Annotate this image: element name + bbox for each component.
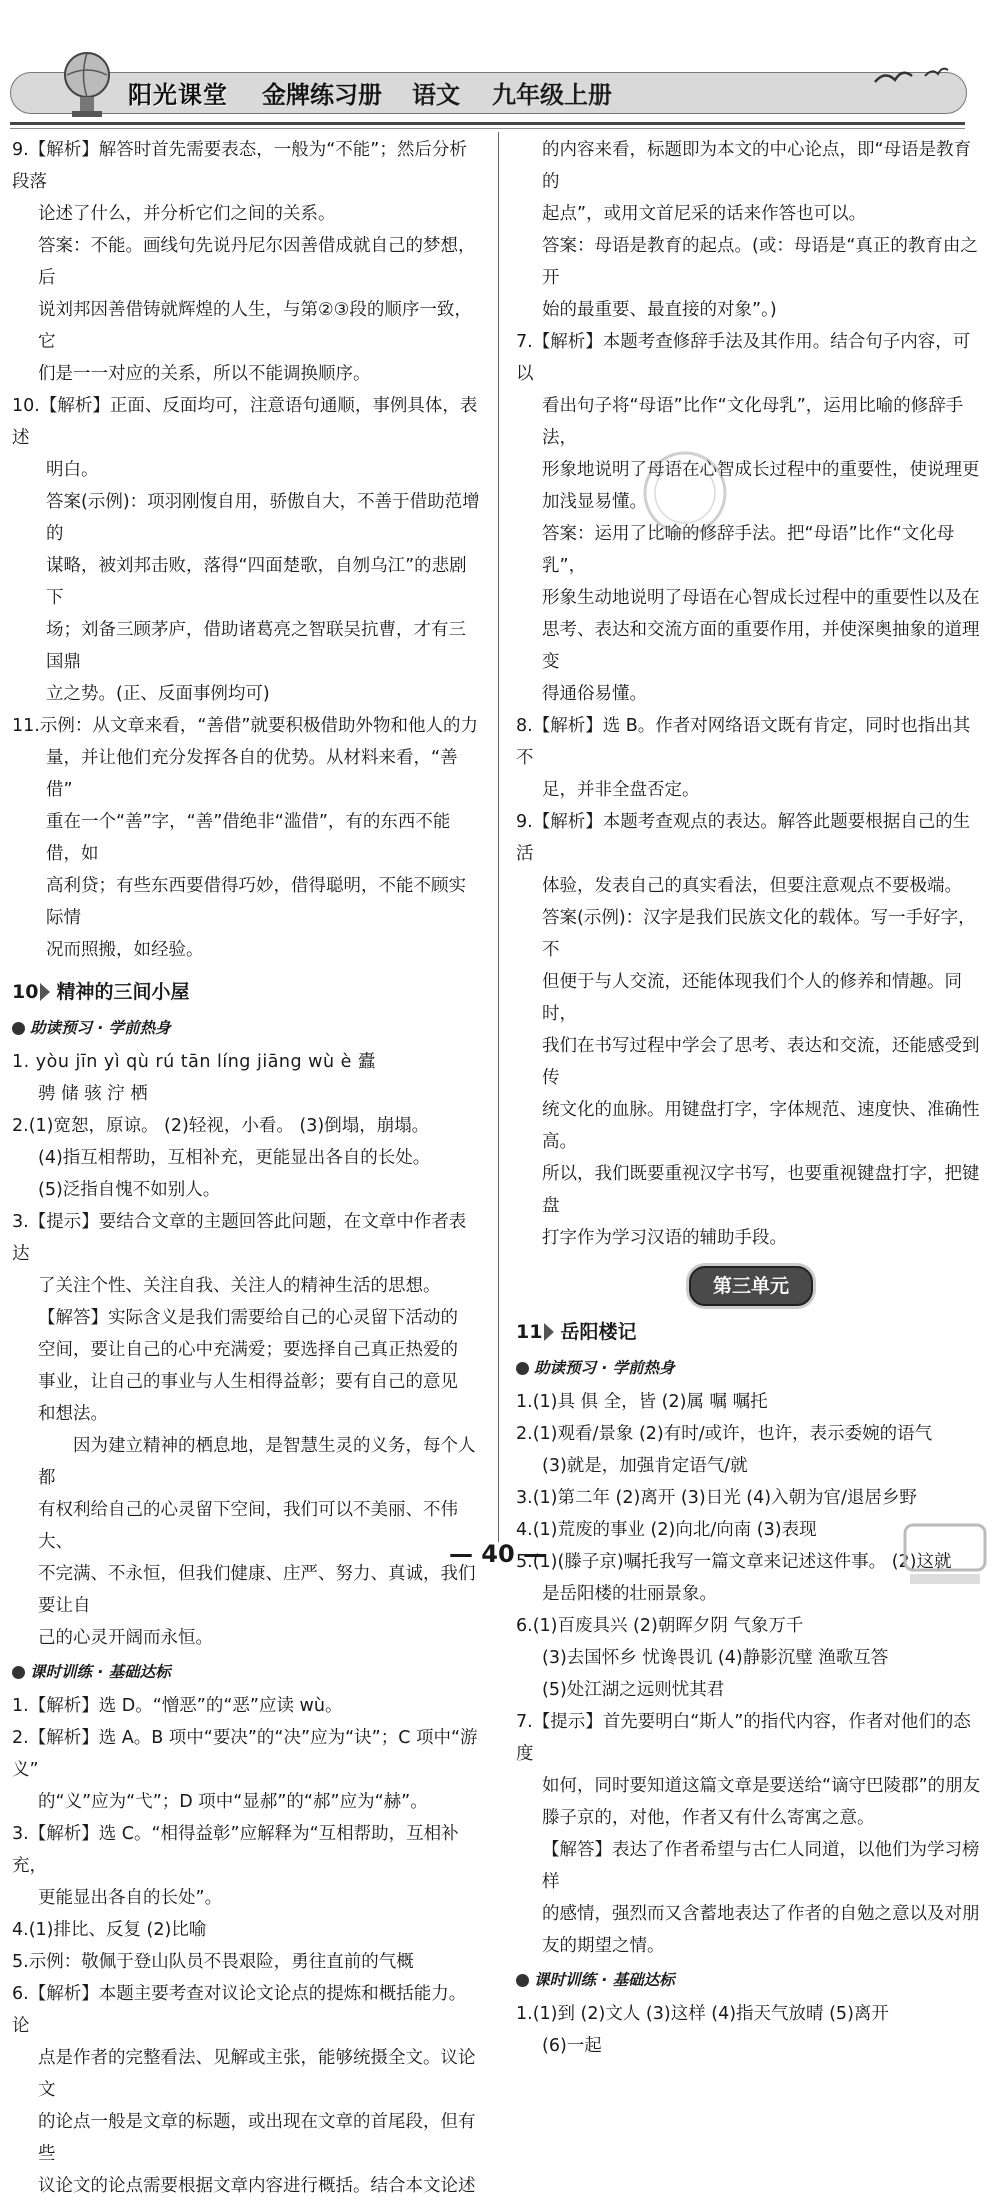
text-line: 我们在书写过程中学会了思考、表达和交流，还能感受到传	[542, 1036, 980, 1088]
text-line: 滕子京的，对他，作者又有什么寄寓之意。	[542, 1808, 875, 1828]
bullet-icon	[12, 1022, 25, 1035]
text-line: 谋略，被刘邦击败，落得“四面楚歌，自刎乌江”的悲剧下	[46, 556, 467, 608]
text-line: (5)泛指自愧不如别人。	[38, 1180, 221, 1200]
text-line: 量，并让他们充分发挥各自的优势。从材料来看，“善借”	[46, 748, 458, 800]
text-line: 的“义”应为“弋”；D 项中“显郝”的“郝”应为“赫”。	[38, 1792, 428, 1812]
lesson-10-title	[12, 976, 482, 1008]
text-line: 6.【解析】本题主要考查对议论文论点的提炼和概括能力。论	[12, 1984, 467, 2036]
text-line: 了关注个性、关注自我、关注人的精神生活的思想。	[38, 1276, 441, 1296]
text-line: 的内容来看，标题即为本文的中心论点，即“母语是教育的	[542, 140, 972, 192]
text-line: 3.(1)第二年 (2)离开 (3)日光 (4)入朝为官/退居乡野	[516, 1488, 917, 1508]
text-line: 4.(1)排比、反复 (2)比喻	[12, 1920, 207, 1940]
header-rule-thin	[10, 128, 965, 129]
text-line: 论述了什么，并分析它们之间的关系。	[38, 204, 336, 224]
text-line: 思考、表达和交流方面的重要作用，并使深奥抽象的道理变	[542, 620, 980, 672]
text-line: 和想法。	[38, 1404, 108, 1424]
text-line: 11.示例：从文章来看，“善借”就要积极借助外物和他人的力	[12, 716, 478, 736]
text-line: 【解答】表达了作者希望与古仁人同道，以他们为学习榜样	[542, 1840, 980, 1892]
text-line: 答案(示例)：项羽刚愎自用，骄傲自大，不善于借助范增的	[46, 492, 480, 544]
text-line: 8.【解析】选 B。作者对网络语文既有肯定，同时也指出其不	[516, 716, 971, 768]
text-line: 骋 储 骇 泞 栖	[38, 1084, 148, 1104]
text-line: 重在一个“善”字，“善”借绝非“滥借”，有的东西不能借，如	[46, 812, 451, 864]
watermark-logo-icon	[900, 1520, 990, 1590]
unit-banner	[516, 1266, 986, 1306]
header-rule	[10, 122, 965, 125]
text-line: 看出句子将“母语”比作“文化母乳”，运用比喻的修辞手法，	[542, 396, 964, 448]
text-line: 形象地说明了母语在心智成长过程中的重要性，使说理更	[542, 460, 980, 480]
text-line: 议论文的论点需要根据文章内容进行概括。结合本文论述	[38, 2176, 476, 2196]
text-line: (4)指互相帮助，互相补充，更能显出各自的长处。	[38, 1148, 431, 1168]
text-line: 6.(1)百废具兴 (2)朝晖夕阴 气象万千	[516, 1616, 804, 1636]
text-line: 7.【提示】首先要明白“斯人”的指代内容，作者对他们的态度	[516, 1712, 971, 1764]
text-line: 的论点一般是文章的标题，或出现在文章的首尾段，但有些	[38, 2112, 476, 2164]
text-line: 9.【解析】本题考查观点的表达。解答此题要根据自己的生活	[516, 812, 971, 864]
text-line: 的感情，强烈而又含蓄地表达了作者的自勉之意以及对朋	[542, 1904, 980, 1924]
text-line: 己的心灵开阔而永恒。	[38, 1628, 213, 1648]
page-number: — 40 —	[448, 1540, 548, 1568]
subheading-preview	[12, 1012, 482, 1044]
text-line: (3)就是，加强肯定语气/就	[542, 1456, 748, 1476]
text-line: 9.【解析】解答时首先需要表态，一般为“不能”；然后分析段落	[12, 140, 467, 192]
text-line: 高利贷；有些东西要借得巧妙，借得聪明，不能不顾实际情	[46, 876, 466, 928]
text-line: 5.(1)(滕子京)嘱托我写一篇文章来记述这件事。 (2)这就	[516, 1552, 952, 1572]
text-line: 得通俗易懂。	[542, 684, 647, 704]
right-column	[516, 134, 986, 2062]
text-line: 加浅显易懂。	[542, 492, 647, 512]
training-answers	[12, 1690, 482, 2202]
text-line: 2.【解析】选 A。B 项中“要决”的“决”应为“诀”；C 项中“游义”	[12, 1728, 478, 1780]
lesson-number: 11	[516, 1321, 543, 1343]
header-series: 金牌练习册	[262, 81, 382, 109]
text-line: 起点”，或用文首尼采的话来作答也可以。	[542, 204, 867, 224]
arrow-icon	[544, 1323, 554, 1341]
subheading-text: 助读预习 · 学前热身	[534, 1359, 675, 1377]
text-line: 体验，发表自己的真实看法，但要注意观点不要极端。	[542, 876, 962, 896]
text-line: 答案(示例)：汉字是我们民族文化的载体。写一手好字，不	[542, 908, 976, 960]
globe-logo-icon	[52, 45, 122, 120]
text-line: 7.【解析】本题考查修辞手法及其作用。结合句子内容，可以	[516, 332, 971, 384]
text-line: 们是一一对应的关系，所以不能调换顺序。	[38, 364, 371, 384]
header-subject: 语文	[412, 81, 460, 109]
text-line: 更能显出各自的长处”。	[38, 1888, 223, 1908]
left-column	[12, 134, 482, 2202]
text-line: (5)处江湖之远则忧其君	[542, 1680, 725, 1700]
header-brand: 阳光课堂	[128, 81, 228, 109]
training-answers	[516, 1998, 986, 2062]
text-line: 说刘邦因善借铸就辉煌的人生，与第②③段的顺序一致，它	[38, 300, 472, 352]
text-line: 有权利给自己的心灵留下空间，我们可以不美丽、不伟大、	[38, 1500, 458, 1552]
text-line: 况而照搬，如经验。	[46, 940, 204, 960]
text-line: 3.【提示】要结合文章的主题回答此问题，在文章中作者表达	[12, 1212, 467, 1264]
bullet-icon	[516, 1974, 529, 1987]
text-line: 立之势。(正、反面事例均可)	[46, 684, 270, 704]
text-line: 点是作者的完整看法、见解或主张，能够统摄全文。议论文	[38, 2048, 476, 2100]
text-line: 打字作为学习汉语的辅助手段。	[542, 1228, 787, 1248]
subheading-preview	[516, 1352, 986, 1384]
preview-answers	[516, 1386, 986, 1962]
text-line: 10.【解析】正面、反面均可，注意语句通顺，事例具体，表述	[12, 396, 478, 448]
text-line: 友的期望之情。	[542, 1936, 665, 1956]
text-line: 1.【解析】选 D。“憎恶”的“恶”应读 wù。	[12, 1696, 343, 1716]
answers-continued	[516, 134, 986, 1254]
text-line: 答案：不能。画线句先说丹尼尔因善借成就自己的梦想，后	[38, 236, 476, 288]
subheading-text: 课时训练 · 基础达标	[30, 1663, 171, 1681]
lesson-11-title	[516, 1316, 986, 1348]
text-line: 2.(1)观看/景象 (2)有时/或许，也许，表示委婉的语气	[516, 1424, 933, 1444]
subheading-training	[12, 1656, 482, 1688]
text-line: 1.(1)到 (2)文人 (3)这样 (4)指天气放晴 (5)离开	[516, 2004, 889, 2024]
text-line: 3.【解析】选 C。“相得益彰”应解释为“互相帮助，互相补充，	[12, 1824, 459, 1876]
header-grade: 九年级上册	[492, 81, 612, 109]
answers-section-9-11	[12, 134, 482, 966]
text-line: 但便于与人交流，还能体现我们个人的修养和情趣。同时，	[542, 972, 962, 1024]
bullet-icon	[516, 1362, 529, 1375]
text-line: 2.(1)宽恕，原谅。 (2)轻视，小看。 (3)倒塌，崩塌。	[12, 1116, 430, 1136]
column-divider	[498, 132, 499, 1542]
text-line: 1.(1)具 俱 全，皆 (2)属 嘱 嘱托	[516, 1392, 768, 1412]
text-line: 足，并非全盘否定。	[542, 780, 700, 800]
text-line: 是岳阳楼的壮丽景象。	[542, 1584, 717, 1604]
bullet-icon	[12, 1666, 25, 1679]
unit-label: 第三单元	[689, 1266, 813, 1306]
text-line: 所以，我们既要重视汉字书写，也要重视键盘打字，把键盘	[542, 1164, 980, 1216]
text-line: 始的最重要、最直接的对象”。)	[542, 300, 777, 320]
text-line: 空间，要让自己的心中充满爱；要选择自己真正热爱的	[38, 1340, 458, 1360]
text-line: (6)一起	[542, 2036, 602, 2056]
lesson-title: 岳阳楼记	[560, 1321, 637, 1343]
stamp-icon	[640, 448, 730, 538]
arrow-icon	[40, 983, 50, 1001]
text-line: 【解答】实际含义是我们需要给自己的心灵留下活动的	[38, 1308, 458, 1328]
text-line: 明白。	[46, 460, 99, 480]
subheading-text: 助读预习 · 学前热身	[30, 1019, 171, 1037]
text-line: 形象生动地说明了母语在心智成长过程中的重要性以及在	[542, 588, 980, 608]
text-line: (3)去国怀乡 忧谗畏讥 (4)静影沉璧 渔歌互答	[542, 1648, 889, 1668]
text-line: 事业，让自己的事业与人生相得益彰；要有自己的意见	[38, 1372, 458, 1392]
text-line: 1. yòu jīn yì qù rú tān líng jiāng wù è 蠹	[12, 1052, 376, 1072]
text-line: 4.(1)荒废的事业 (2)向北/向南 (3)表现	[516, 1520, 817, 1540]
text-line: 5.示例：敬佩于登山队员不畏艰险，勇往直前的气概	[12, 1952, 414, 1972]
text-line: 答案：母语是教育的起点。(或：母语是“真正的教育由之开	[542, 236, 978, 288]
text-line: 不完满、不永恒，但我们健康、庄严、努力、真诚，我们要让自	[38, 1564, 476, 1616]
text-line: 统文化的血脉。用键盘打字，字体规范、速度快、准确性高。	[542, 1100, 980, 1152]
text-line: 因为建立精神的栖息地，是智慧生灵的义务，每个人都	[38, 1436, 476, 1488]
text-line: 如何，同时要知道这篇文章是要送给“谪守巴陵郡”的朋友	[542, 1776, 981, 1796]
subheading-training	[516, 1964, 986, 1996]
text-line: 答案：运用了比喻的修辞手法。把“母语”比作“文化母乳”，	[542, 524, 955, 576]
text-line: 场；刘备三顾茅庐，借助诸葛亮之智联吴抗曹，才有三国鼎	[46, 620, 466, 672]
lesson-title: 精神的三间小屋	[56, 981, 190, 1003]
lesson-number: 10	[12, 981, 39, 1003]
birds-icon	[870, 62, 950, 92]
subheading-text: 课时训练 · 基础达标	[534, 1971, 675, 1989]
